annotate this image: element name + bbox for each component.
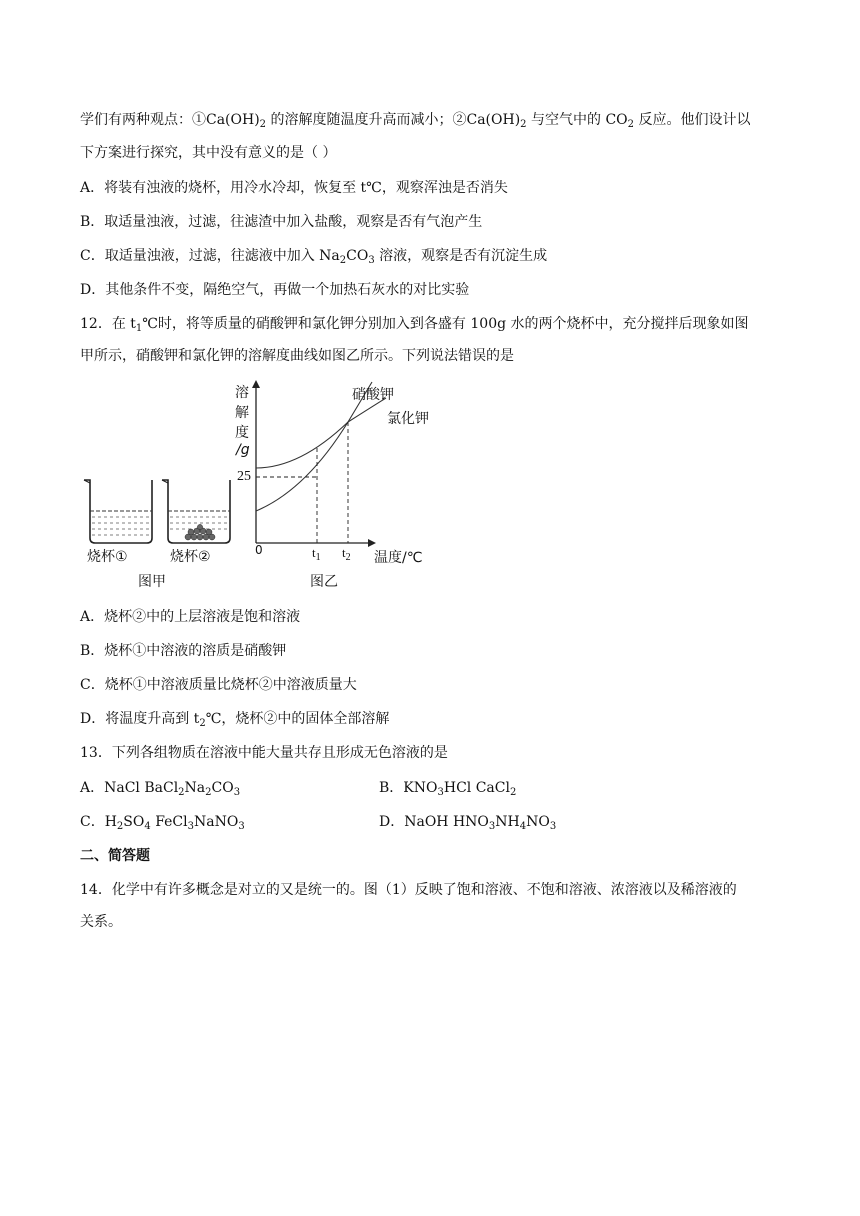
origin-label: 0 [255, 543, 263, 557]
y-axis-label-2: 解 [235, 405, 249, 421]
q11-stem-line2: 下方案进行探究，其中没有意义的是（ ） [80, 145, 337, 161]
beaker-1-drawing [84, 480, 152, 543]
q12-figure [80, 380, 440, 590]
kcl-curve-label: 氯化钾 [387, 411, 429, 427]
q13-option-a: A．NaCl $BaCl_2Na_2CO_3$ [80, 780, 241, 798]
y-tick-25: 25 [237, 469, 251, 484]
q14-stem-line2: 关系。 [80, 914, 122, 930]
q12-option-b: B．烧杯①中溶液的溶质是硝酸钾 [80, 643, 287, 659]
undissolved-solid [185, 524, 215, 540]
beaker-1-label: 烧杯① [87, 549, 128, 565]
beaker-2-drawing [162, 480, 230, 543]
y-axis-label-4: /g [236, 442, 250, 458]
figure-a-caption: 图甲 [138, 574, 166, 590]
q14-stem-line1: 14．化学中有许多概念是对立的又是统一的。图（1）反映了饱和溶液、不饱和溶液、浓溶液以及稀溶液的 [80, 882, 737, 898]
x-axis-label: 温度/℃ [374, 550, 423, 566]
q11-option-b: B．取适量浊液，过滤，往滤渣中加入盐酸，观察是否有气泡产生 [80, 214, 483, 230]
q11-option-a: A．将装有浊液的烧杯，用冷水冷却，恢复至 t℃，观察浑浊是否消失 [80, 180, 508, 196]
q11-option-c: C．取适量浊液，过滤，往滤液中加入 $Na_2CO_3$ 溶液，观察是否有沉淀生成 [80, 248, 548, 266]
solubility-graph [252, 380, 386, 547]
q12-stem-line1: 12．在 $t_1℃$时，将等质量的硝酸钾和氯化钾分别加入到各盛有 100g 水的两个烧杯中，充分搅拌后现象如图 [80, 316, 749, 334]
beaker-2-label: 烧杯② [170, 549, 211, 565]
q11-option-d: D．其他条件不变，隔绝空气，再做一个加热石灰水的对比实验 [80, 282, 470, 298]
kno3-curve-label: 硝酸钾 [352, 387, 394, 403]
q12-option-a: A．烧杯②中的上层溶液是饱和溶液 [80, 609, 301, 625]
q13-stem: 13．下列各组物质在溶液中能大量共存且形成无色溶液的是 [80, 745, 448, 761]
q12-figure-svg [80, 380, 440, 570]
q13-option-b: B．$KNO_3HCl$ CaCl$_2$ [379, 780, 517, 798]
y-axis-label-3: 度 [235, 425, 249, 441]
q11-stem-line1: 学们有两种观点：$①Ca(OH)_2$ 的溶解度随温度升高而减小；$②Ca(OH)_2$ 与空气中的 $CO_2$ 反应。他们设计以 [80, 112, 751, 130]
t2-label: $t_2$ [342, 545, 351, 563]
section-heading-short-answer: 二、简答题 [80, 848, 150, 864]
y-axis-label-1: 溶 [235, 385, 249, 401]
q12-option-d: D．将温度升高到 $t_2℃$，烧杯②中的固体全部溶解 [80, 711, 390, 729]
figure-b-caption: 图乙 [310, 574, 338, 590]
q13-option-d: D．NaOH $HNO_3NH_4NO_3$ [379, 814, 557, 832]
q12-option-c: C．烧杯①中溶液质量比烧杯②中溶液质量大 [80, 677, 357, 693]
q12-stem-line2: 甲所示，硝酸钾和氯化钾的溶解度曲线如图乙所示。下列说法错误的是 [80, 348, 514, 364]
q13-option-c: C．$H_2SO_4$ FeCl$_3$NaNO$_3$ [80, 814, 245, 832]
t1-label: $t_1$ [312, 545, 321, 563]
kcl-curve [256, 398, 386, 468]
